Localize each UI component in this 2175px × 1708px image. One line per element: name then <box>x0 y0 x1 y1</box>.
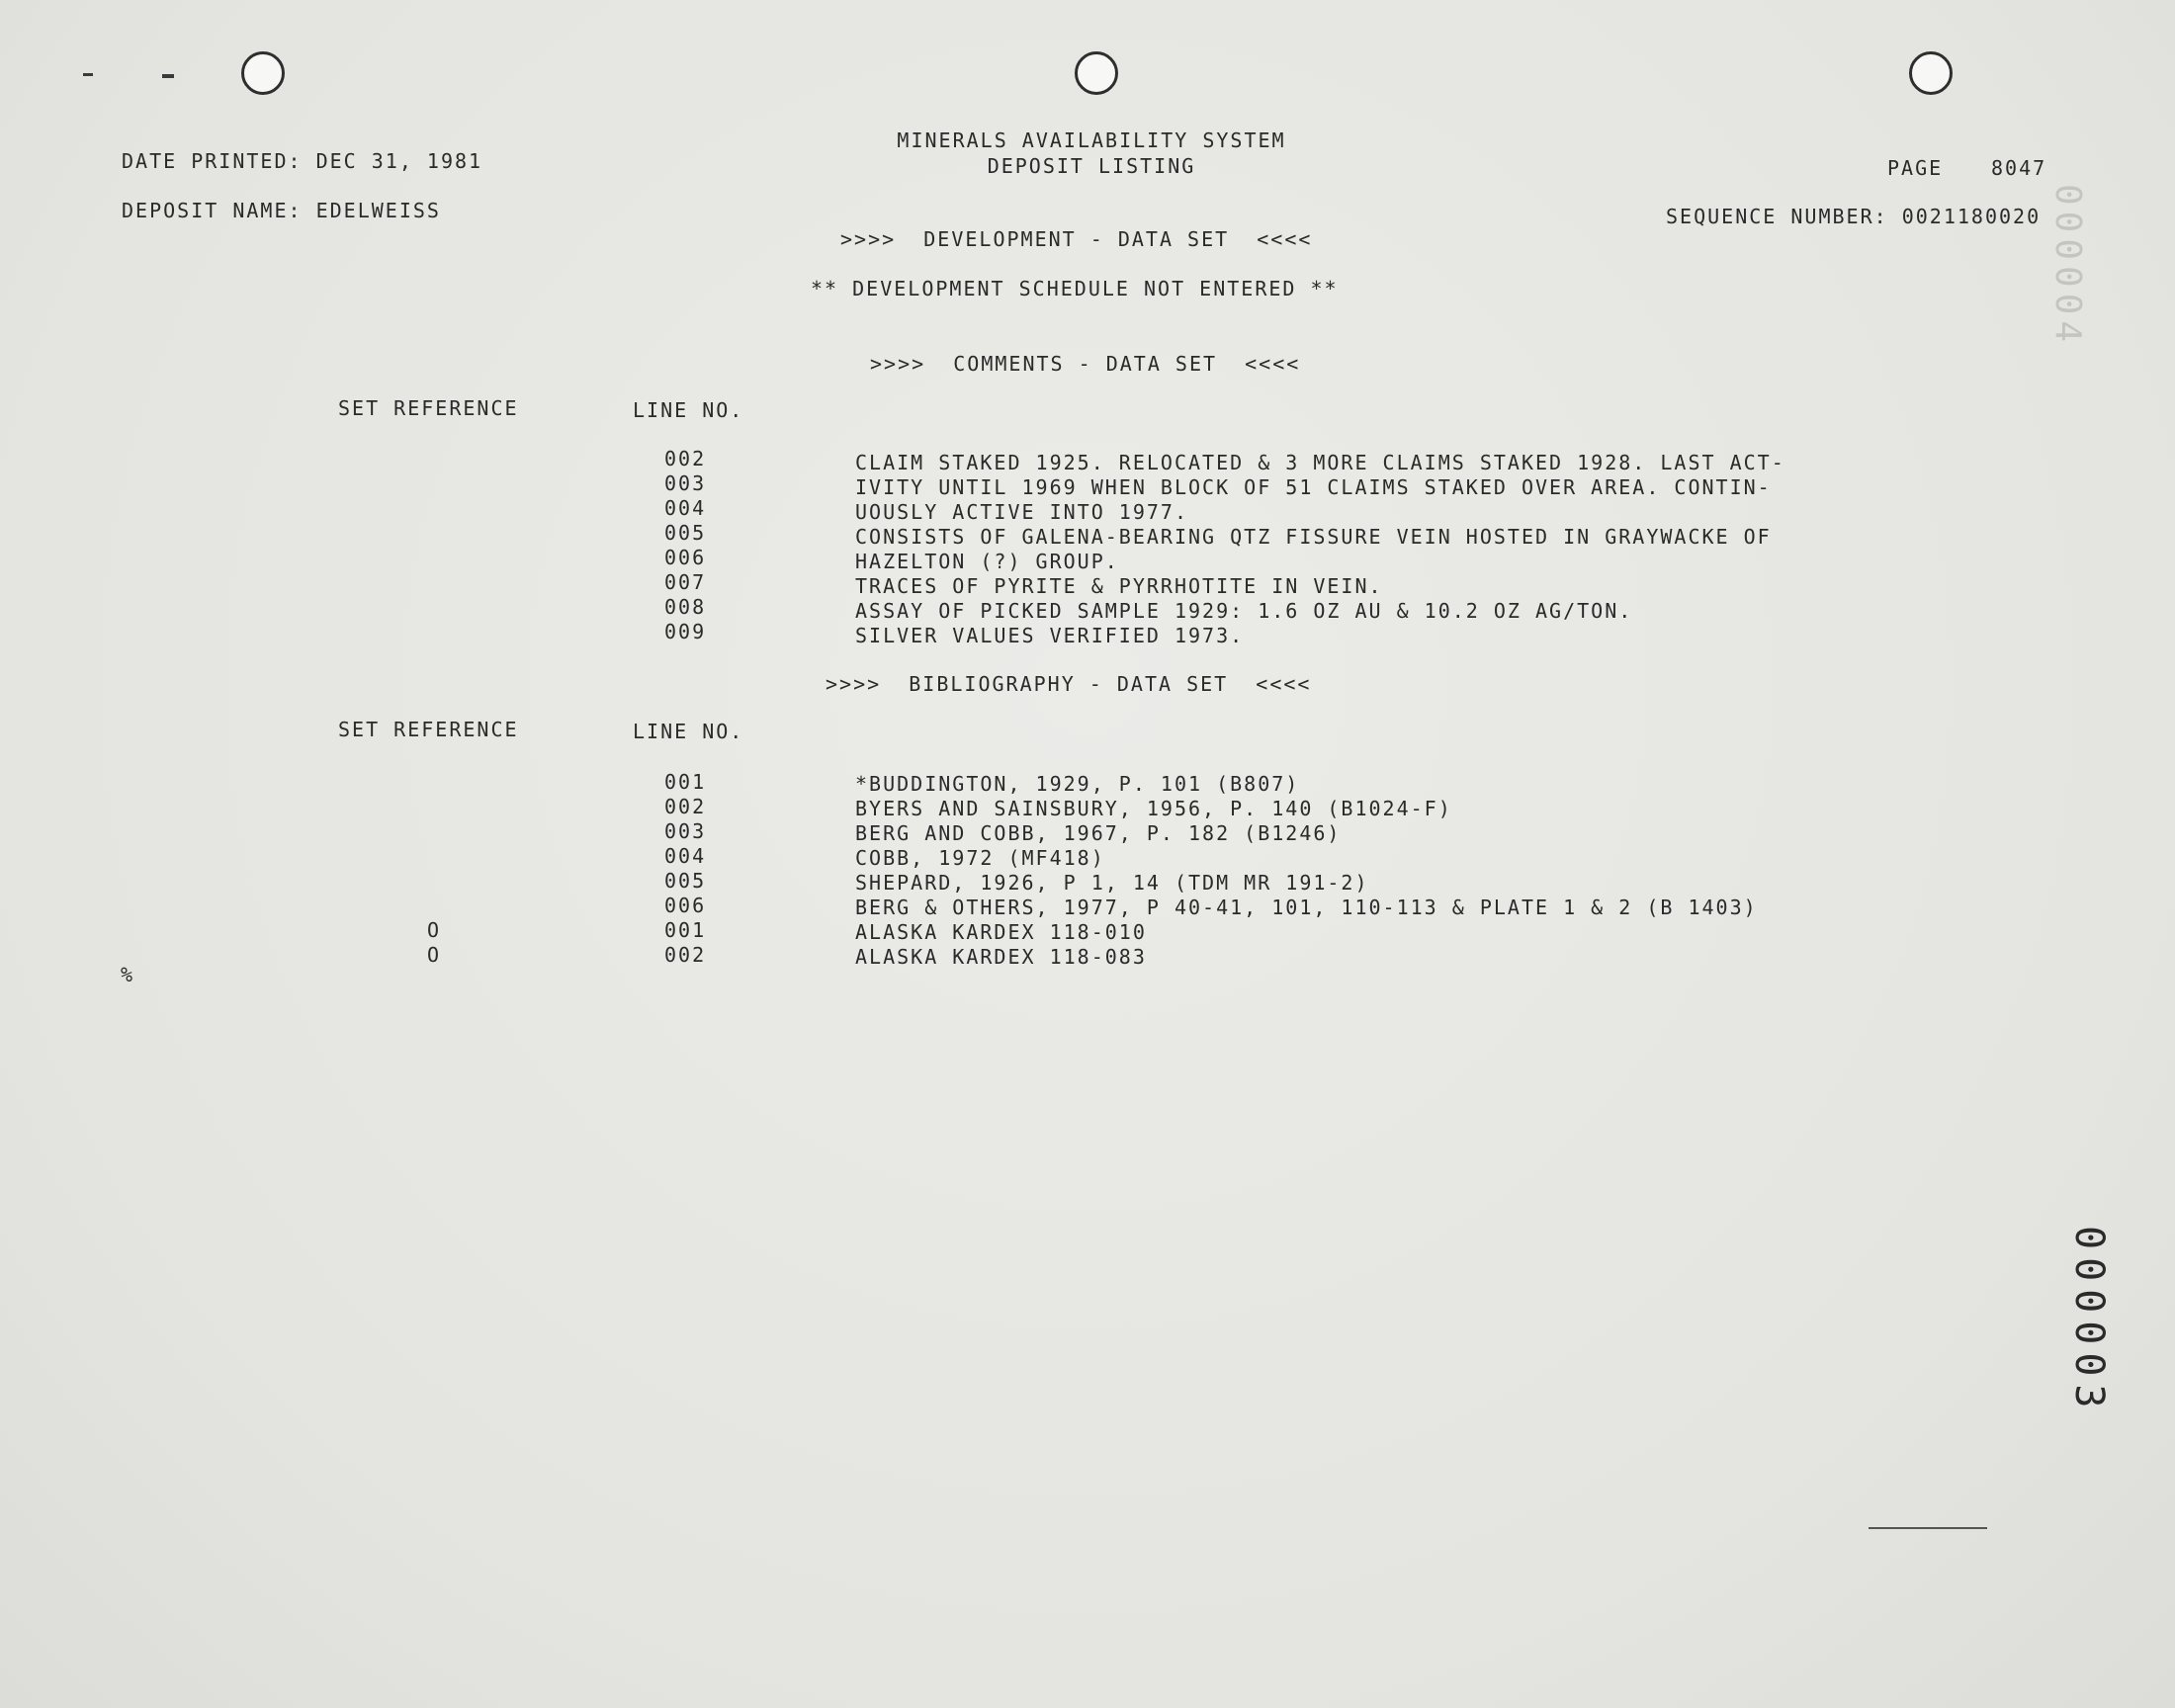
bibliography-col-set-reference: SET REFERENCE <box>338 718 519 741</box>
row-text: *BUDDINGTON, 1929, P. 101 (B807) <box>855 772 1300 796</box>
comments-heading: >>>> COMMENTS - DATA SET <<<< <box>870 352 1301 376</box>
comments-col-set-reference: SET REFERENCE <box>338 396 519 420</box>
page-label: PAGE <box>1887 156 1944 180</box>
row-text: BERG AND COBB, 1967, P. 182 (B1246) <box>855 821 1342 845</box>
row-text: CONSISTS OF GALENA-BEARING QTZ FISSURE VEIN HOSTED IN GRAYWACKE OF <box>855 525 1772 549</box>
row-line-no: 004 <box>664 496 707 520</box>
row-line-no: 001 <box>664 770 707 794</box>
frame-stamp-bottom: 000003 <box>2066 1226 2112 1416</box>
system-title: MINERALS AVAILABILITY SYSTEM <box>897 128 1286 152</box>
row-line-no: 002 <box>664 795 707 818</box>
bibliography-heading: >>>> BIBLIOGRAPHY - DATA SET <<<< <box>826 672 1312 696</box>
page-number: 8047 <box>1991 156 2047 180</box>
binder-hole-right <box>1909 51 1953 95</box>
date-printed: DATE PRINTED: DEC 31, 1981 <box>122 149 483 173</box>
row-line-no: 003 <box>664 819 707 843</box>
row-text: COBB, 1972 (MF418) <box>855 846 1105 870</box>
binder-hole-left <box>241 51 285 95</box>
row-text: UOUSLY ACTIVE INTO 1977. <box>855 500 1188 524</box>
scan-mark <box>1869 1527 1987 1529</box>
comments-col-line-no: LINE NO. <box>633 398 744 422</box>
row-text: ALASKA KARDEX 118-010 <box>855 920 1147 944</box>
row-line-no: 005 <box>664 869 707 893</box>
row-line-no: 006 <box>664 546 707 569</box>
footer-symbol: % <box>121 963 135 986</box>
row-line-no: 003 <box>664 471 707 495</box>
sequence-number: SEQUENCE NUMBER: 0021180020 <box>1666 205 2042 228</box>
row-text: BYERS AND SAINSBURY, 1956, P. 140 (B1024-F) <box>855 797 1452 820</box>
row-text: BERG & OTHERS, 1977, P 40-41, 101, 110-113 & PLATE 1 & 2 (B 1403) <box>855 896 1758 919</box>
bibliography-col-line-no: LINE NO. <box>633 720 744 743</box>
frame-stamp-top: 000004 <box>2047 184 2088 349</box>
development-heading: >>>> DEVELOPMENT - DATA SET <<<< <box>840 227 1313 251</box>
row-text: SILVER VALUES VERIFIED 1973. <box>855 624 1245 647</box>
row-line-no: 005 <box>664 521 707 545</box>
listing-title: DEPOSIT LISTING <box>987 154 1196 178</box>
row-line-no: 007 <box>664 570 707 594</box>
binder-hole-center <box>1075 51 1118 95</box>
row-line-no: 004 <box>664 844 707 868</box>
row-text: IVITY UNTIL 1969 WHEN BLOCK OF 51 CLAIMS STAKED OVER AREA. CONTIN- <box>855 475 1772 499</box>
row-set-reference: O <box>427 943 442 967</box>
row-text: TRACES OF PYRITE & PYRRHOTITE IN VEIN. <box>855 574 1383 598</box>
row-line-no: 008 <box>664 595 707 619</box>
scan-mark <box>162 74 174 78</box>
row-text: ALASKA KARDEX 118-083 <box>855 945 1147 969</box>
scan-mark <box>83 73 93 76</box>
row-line-no: 002 <box>664 447 707 470</box>
development-note: ** DEVELOPMENT SCHEDULE NOT ENTERED ** <box>811 277 1339 300</box>
row-text: SHEPARD, 1926, P 1, 14 (TDM MR 191-2) <box>855 871 1369 895</box>
row-text: CLAIM STAKED 1925. RELOCATED & 3 MORE CLAIMS STAKED 1928. LAST ACT- <box>855 451 1785 474</box>
row-text: HAZELTON (?) GROUP. <box>855 550 1119 573</box>
row-line-no: 006 <box>664 894 707 917</box>
row-line-no: 001 <box>664 918 707 942</box>
row-line-no: 009 <box>664 620 707 643</box>
row-line-no: 002 <box>664 943 707 967</box>
row-text: ASSAY OF PICKED SAMPLE 1929: 1.6 OZ AU & 10.2 OZ AG/TON. <box>855 599 1633 623</box>
row-set-reference: O <box>427 918 442 942</box>
deposit-name: DEPOSIT NAME: EDELWEISS <box>122 199 441 222</box>
